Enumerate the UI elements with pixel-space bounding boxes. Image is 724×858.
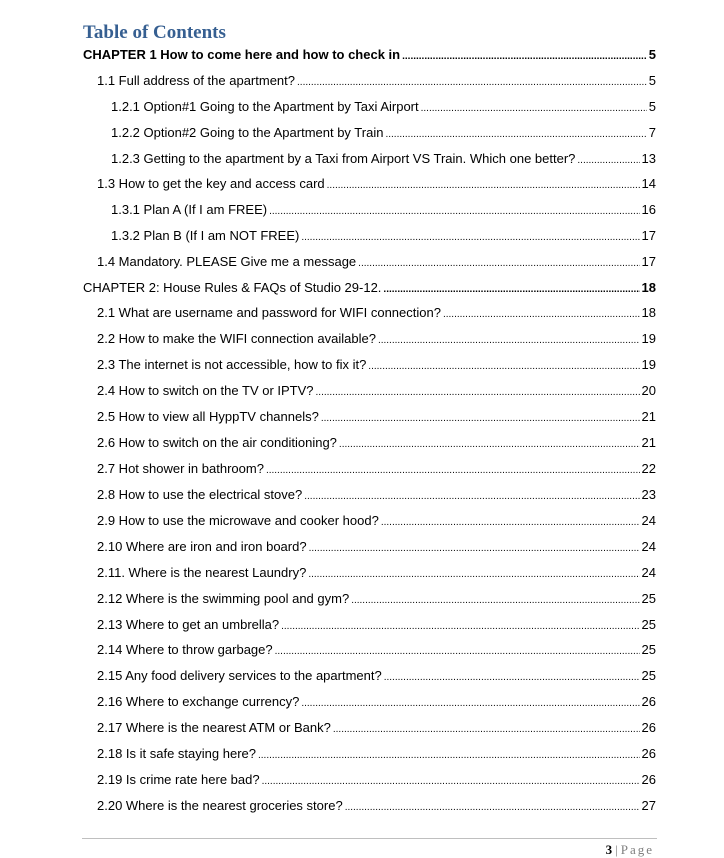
toc-entry-2-18[interactable] bbox=[97, 745, 656, 763]
toc-entry-2-14[interactable] bbox=[97, 641, 656, 659]
toc-leader bbox=[345, 797, 640, 817]
toc-leader bbox=[368, 356, 639, 376]
toc-entry-page: 24 bbox=[641, 513, 656, 528]
toc-leader bbox=[333, 719, 640, 739]
toc-entry-page: 19 bbox=[641, 331, 656, 346]
toc-entry-page: 5 bbox=[648, 47, 656, 62]
toc-entry-text: 2.14 Where to throw garbage? bbox=[97, 642, 273, 657]
toc-entry-page: 26 bbox=[641, 772, 656, 787]
toc-entry-text: 1.3.1 Plan A (If I am FREE) bbox=[111, 202, 268, 217]
toc-entry-page: 25 bbox=[641, 642, 656, 657]
toc-entry-text: 2.3 The internet is not accessible, how to fix it? bbox=[97, 357, 367, 372]
toc-entry-page: 17 bbox=[641, 254, 656, 269]
toc-entry-page: 25 bbox=[641, 668, 656, 683]
toc-entry-2-11[interactable] bbox=[97, 564, 656, 582]
toc-entry-page: 24 bbox=[641, 565, 656, 580]
toc-leader bbox=[269, 201, 639, 221]
toc-entry-text: 1.2.3 Getting to the apartment by a Taxi from Airport VS Train. Which one better? bbox=[111, 151, 576, 166]
footer-divider bbox=[82, 838, 657, 839]
toc-entry-page: 5 bbox=[648, 73, 656, 88]
toc-leader bbox=[304, 486, 639, 506]
toc-entry-1-3-1[interactable] bbox=[111, 201, 656, 219]
toc-leader bbox=[308, 564, 639, 584]
toc-entry-text: 1.1 Full address of the apartment? bbox=[97, 73, 296, 88]
toc-leader bbox=[281, 616, 639, 636]
toc-entry-1-1[interactable] bbox=[97, 72, 656, 90]
toc-leader bbox=[297, 72, 647, 92]
toc-entry-2-12[interactable] bbox=[97, 590, 656, 608]
toc-entry-text: 2.18 Is it safe staying here? bbox=[97, 746, 256, 761]
toc-leader bbox=[577, 150, 639, 170]
toc-entry-1-2-1[interactable] bbox=[111, 98, 656, 116]
toc-entry-text: 2.19 Is crime rate here bad? bbox=[97, 772, 260, 787]
toc-entry-2-17[interactable] bbox=[97, 719, 656, 737]
toc-leader bbox=[385, 124, 646, 144]
toc-entry-page: 21 bbox=[641, 409, 656, 424]
toc-entry-page: 18 bbox=[641, 280, 656, 295]
toc-entry-page: 24 bbox=[641, 539, 656, 554]
toc-entry-page: 19 bbox=[641, 357, 656, 372]
toc-entry-2-9[interactable] bbox=[97, 512, 656, 530]
toc-entry-2-3[interactable] bbox=[97, 356, 656, 374]
toc-title: Table of Contents bbox=[83, 22, 226, 43]
toc-entry-page: 25 bbox=[641, 617, 656, 632]
toc-entry-page: 17 bbox=[641, 228, 656, 243]
toc-leader bbox=[378, 330, 640, 350]
toc-entry-text: 1.2.1 Option#1 Going to the Apartment by Taxi Airport bbox=[111, 99, 419, 114]
toc-entry-2-5[interactable] bbox=[97, 408, 656, 426]
toc-entry-page: 13 bbox=[641, 151, 656, 166]
toc-entry-page: 27 bbox=[641, 798, 656, 813]
toc-leader bbox=[275, 641, 640, 661]
toc-entry-text: 2.5 How to view all HyppTV channels? bbox=[97, 409, 319, 424]
toc-entry-text: 1.2.2 Option#2 Going to the Apartment by Train bbox=[111, 125, 384, 140]
toc-entry-1-3[interactable] bbox=[97, 175, 656, 193]
toc-entry-chapter-1[interactable] bbox=[83, 46, 656, 64]
footer-separator: | bbox=[615, 842, 618, 857]
toc-entry-text: 2.17 Where is the nearest ATM or Bank? bbox=[97, 720, 331, 735]
toc-entry-chapter-2[interactable] bbox=[83, 279, 656, 297]
toc-entry-text: 2.4 How to switch on the TV or IPTV? bbox=[97, 383, 314, 398]
toc-leader bbox=[321, 408, 640, 428]
toc-entry-2-7[interactable] bbox=[97, 460, 656, 478]
toc-leader bbox=[381, 512, 640, 532]
toc-leader bbox=[402, 46, 647, 66]
page-number: 3 bbox=[605, 842, 613, 857]
toc-entry-2-1[interactable] bbox=[97, 304, 656, 322]
toc-entry-1-4[interactable] bbox=[97, 253, 656, 271]
toc-entry-text: CHAPTER 2: House Rules & FAQs of Studio 29-12. bbox=[83, 280, 382, 295]
toc-entry-page: 20 bbox=[641, 383, 656, 398]
toc-entry-page: 5 bbox=[648, 99, 656, 114]
toc-entry-text: 2.20 Where is the nearest groceries store? bbox=[97, 798, 343, 813]
toc-entry-text: 2.12 Where is the swimming pool and gym? bbox=[97, 591, 350, 606]
toc-leader bbox=[266, 460, 640, 480]
toc-entry-text: 2.16 Where to exchange currency? bbox=[97, 694, 300, 709]
toc-entry-text: 2.1 What are username and password for WIFI connection? bbox=[97, 305, 441, 320]
toc-entry-2-15[interactable] bbox=[97, 667, 656, 685]
toc-entry-page: 7 bbox=[648, 125, 656, 140]
toc-entry-text: 2.6 How to switch on the air conditioning? bbox=[97, 435, 337, 450]
toc-leader bbox=[351, 590, 639, 610]
toc-leader bbox=[301, 693, 639, 713]
toc-entry-2-10[interactable] bbox=[97, 538, 656, 556]
toc-entry-text: 1.3.2 Plan B (If I am NOT FREE) bbox=[111, 228, 300, 243]
toc-entry-page: 21 bbox=[641, 435, 656, 450]
toc-leader bbox=[327, 175, 640, 195]
toc-entry-text: 2.11. Where is the nearest Laundry? bbox=[97, 565, 307, 580]
toc-entry-2-8[interactable] bbox=[97, 486, 656, 504]
toc-leader bbox=[258, 745, 640, 765]
toc-entry-2-13[interactable] bbox=[97, 616, 656, 634]
toc-entry-text: 2.10 Where are iron and iron board? bbox=[97, 539, 307, 554]
toc-entry-2-2[interactable] bbox=[97, 330, 656, 348]
toc-entry-text: 1.3 How to get the key and access card bbox=[97, 176, 325, 191]
toc-leader bbox=[309, 538, 640, 558]
toc-leader bbox=[358, 253, 639, 273]
toc-leader bbox=[421, 98, 647, 118]
toc-entry-page: 14 bbox=[641, 176, 656, 191]
toc-entry-text: 2.9 How to use the microwave and cooker hood? bbox=[97, 513, 379, 528]
toc-entry-page: 23 bbox=[641, 487, 656, 502]
toc-entry-text: 2.15 Any food delivery services to the apartment? bbox=[97, 668, 382, 683]
toc-entry-1-2-3[interactable] bbox=[111, 150, 656, 168]
toc-entry-page: 26 bbox=[641, 694, 656, 709]
toc-leader bbox=[301, 227, 639, 247]
toc-entry-page: 22 bbox=[641, 461, 656, 476]
toc-entry-text: 1.4 Mandatory. PLEASE Give me a message bbox=[97, 254, 357, 269]
toc-leader bbox=[384, 667, 640, 687]
toc-leader bbox=[316, 382, 640, 402]
toc-entry-2-20[interactable] bbox=[97, 797, 656, 815]
toc-entry-text: CHAPTER 1 How to come here and how to check in bbox=[83, 47, 401, 62]
toc-leader bbox=[383, 279, 639, 299]
toc-entry-text: 2.8 How to use the electrical stove? bbox=[97, 487, 303, 502]
toc-entry-text: 2.7 Hot shower in bathroom? bbox=[97, 461, 264, 476]
toc-entry-2-16[interactable] bbox=[97, 693, 656, 711]
toc-entry-2-4[interactable] bbox=[97, 382, 656, 400]
toc-entry-1-3-2[interactable] bbox=[111, 227, 656, 245]
toc-entry-2-19[interactable] bbox=[97, 771, 656, 789]
toc-entry-page: 26 bbox=[641, 720, 656, 735]
toc-leader bbox=[339, 434, 640, 454]
toc-leader bbox=[443, 304, 640, 324]
toc-entry-text: 2.2 How to make the WIFI connection available? bbox=[97, 331, 376, 346]
toc-entry-page: 18 bbox=[641, 305, 656, 320]
footer-page-label: Page bbox=[620, 842, 654, 857]
toc-entry-page: 26 bbox=[641, 746, 656, 761]
toc-entry-page: 25 bbox=[641, 591, 656, 606]
toc-entry-1-2-2[interactable] bbox=[111, 124, 656, 142]
toc-entry-text: 2.13 Where to get an umbrella? bbox=[97, 617, 280, 632]
toc-entry-2-6[interactable] bbox=[97, 434, 656, 452]
toc-leader bbox=[262, 771, 640, 791]
toc-entry-page: 16 bbox=[641, 202, 656, 217]
